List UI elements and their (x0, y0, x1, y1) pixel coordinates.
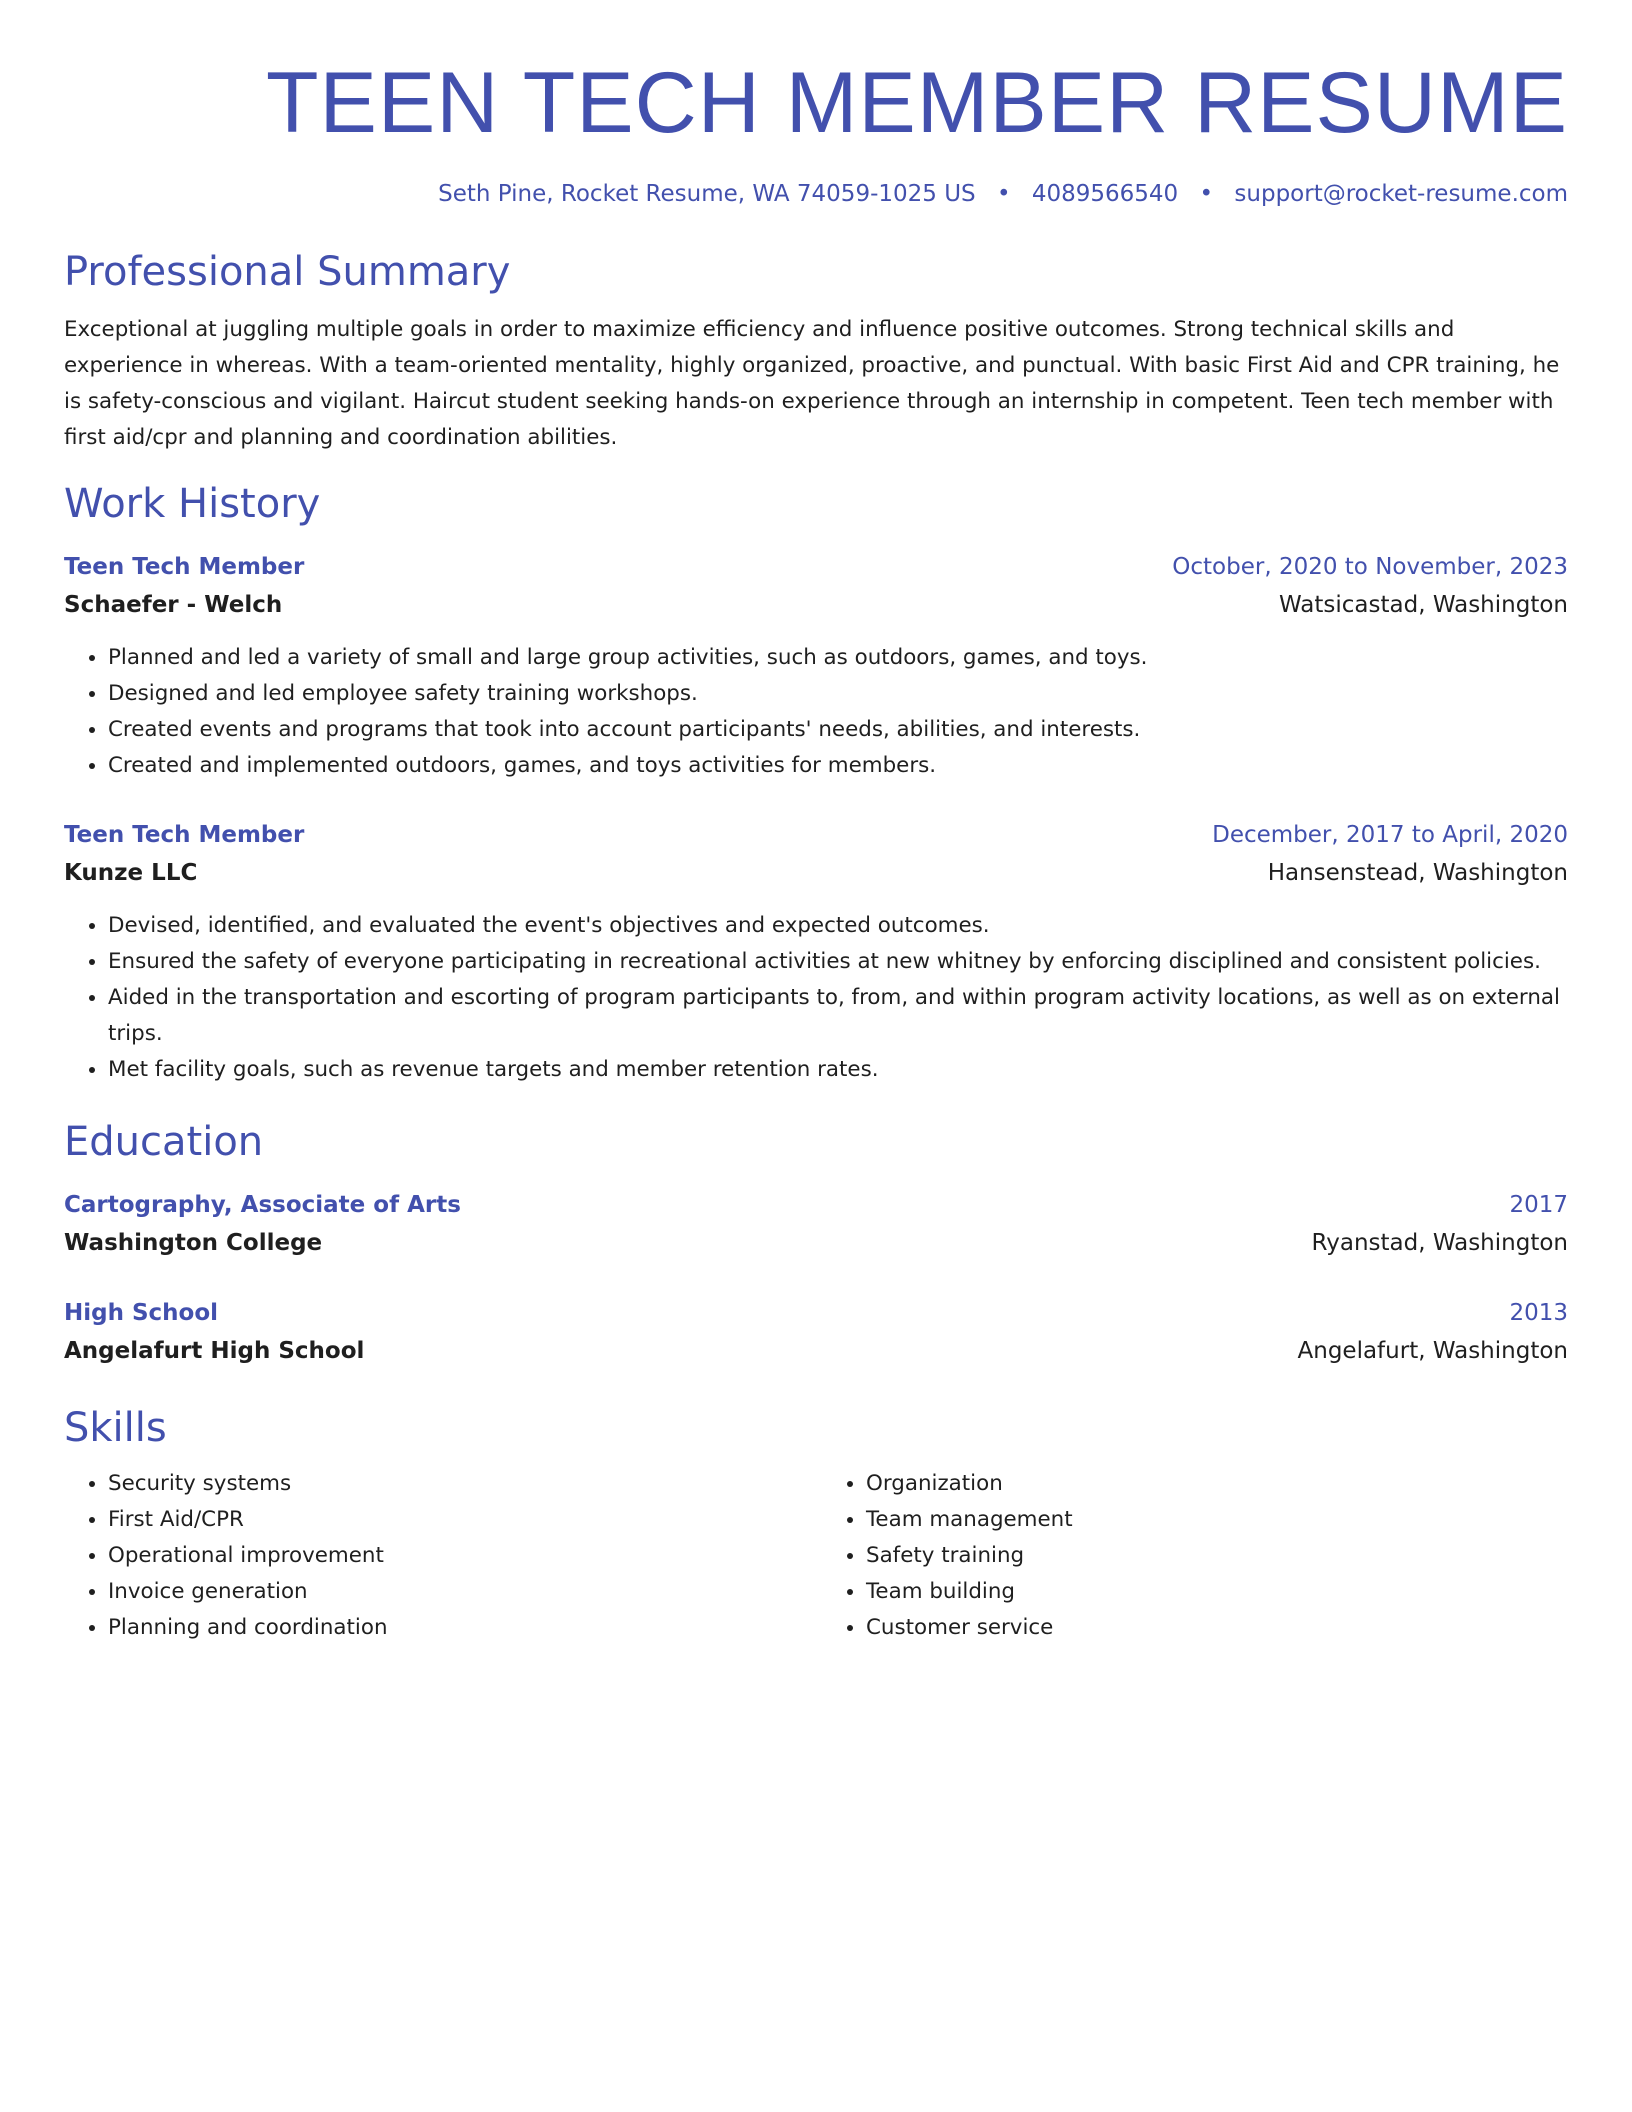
contact-address: Seth Pine, Rocket Resume, WA 74059-1025 US (438, 181, 976, 207)
job-duty: • Devised, identified, and evaluated the event's objectives and expected outcomes. (108, 908, 1568, 944)
job-duty: • Aided in the transportation and escorting of program participants to, from, and within program activity locations, as well as on external trips. (108, 980, 1568, 1052)
education-entry (64, 1188, 1568, 1260)
skill-item: • Safety training (866, 1538, 1568, 1574)
contact-line (64, 178, 1568, 210)
education-entry (64, 1296, 1568, 1368)
job-company: Schaefer - Welch (64, 592, 283, 618)
skills-columns (64, 1466, 1568, 1646)
summary-text: Exceptional at juggling multiple goals in order to maximize efficiency and influence positive outcomes. Strong technical skills and experience in whereas. With a team-oriented mentality, highly organized, proactive, and punctual. With basic First Aid and CPR training, he is safety-conscious and vigilant. Haircut student seeking hands-on experience through an internship in competent. Teen tech member with first aid/cpr and planning and coordination abilities. (64, 317, 1560, 450)
job-entry (64, 818, 1568, 1088)
job-duties-list (64, 908, 1568, 1088)
job-duty: • Ensured the safety of everyone participating in recreational activities at new whitney by enforcing disciplined and consistent policies. (108, 944, 1568, 980)
skills-heading: Skills (64, 1405, 167, 1451)
skills-list-left (64, 1466, 806, 1646)
contact-separator: • (1199, 181, 1214, 207)
summary-heading: Professional Summary (64, 249, 511, 295)
skill-item: • Operational improvement (108, 1538, 806, 1574)
skills-list-right (806, 1466, 1568, 1646)
job-location: Hansenstead, Washington (1267, 860, 1568, 886)
job-duty: • Planned and led a variety of small and large group activities, such as outdoors, games, and toys. (108, 640, 1568, 676)
job-entry (64, 550, 1568, 784)
job-duties-list (64, 640, 1568, 784)
contact-email: support@rocket-resume.com (1234, 181, 1568, 207)
contact-separator: • (996, 181, 1011, 207)
job-location: Watsicastad, Washington (1279, 592, 1568, 618)
job-dates: October, 2020 to November, 2023 (1172, 554, 1568, 580)
skill-item: • Security systems (108, 1466, 806, 1502)
resume-page (64, 0, 1568, 1646)
job-dates: December, 2017 to April, 2020 (1212, 822, 1568, 848)
skill-item: • First Aid/CPR (108, 1502, 806, 1538)
job-title: Teen Tech Member (64, 822, 305, 848)
contact-phone: 4089566540 (1031, 181, 1179, 207)
job-duty: • Created and implemented outdoors, games, and toys activities for members. (108, 748, 1568, 784)
education-degree: Cartography, Associate of Arts (64, 1192, 461, 1218)
education-degree: High School (64, 1300, 219, 1326)
skill-item: • Customer service (866, 1610, 1568, 1646)
education-year: 2013 (1509, 1300, 1568, 1326)
skill-item: • Team building (866, 1574, 1568, 1610)
work-history-heading: Work History (64, 481, 321, 527)
education-heading: Education (64, 1119, 264, 1165)
job-duty: • Designed and led employee safety training workshops. (108, 676, 1568, 712)
education-school: Washington College (64, 1230, 323, 1256)
skill-item: • Invoice generation (108, 1574, 806, 1610)
education-location: Angelafurt, Washington (1297, 1338, 1568, 1364)
job-duty: • Met facility goals, such as revenue targets and member retention rates. (108, 1052, 1568, 1088)
skill-item: • Team management (866, 1502, 1568, 1538)
resume-title: TEEN TECH MEMBER RESUME (266, 55, 1568, 151)
education-location: Ryanstad, Washington (1311, 1230, 1568, 1256)
job-duty: • Created events and programs that took into account participants' needs, abilities, and interests. (108, 712, 1568, 748)
education-school: Angelafurt High School (64, 1338, 365, 1364)
job-title: Teen Tech Member (64, 554, 305, 580)
job-company: Kunze LLC (64, 860, 198, 886)
skill-item: • Planning and coordination (108, 1610, 806, 1646)
education-year: 2017 (1509, 1192, 1568, 1218)
skill-item: • Organization (866, 1466, 1568, 1502)
